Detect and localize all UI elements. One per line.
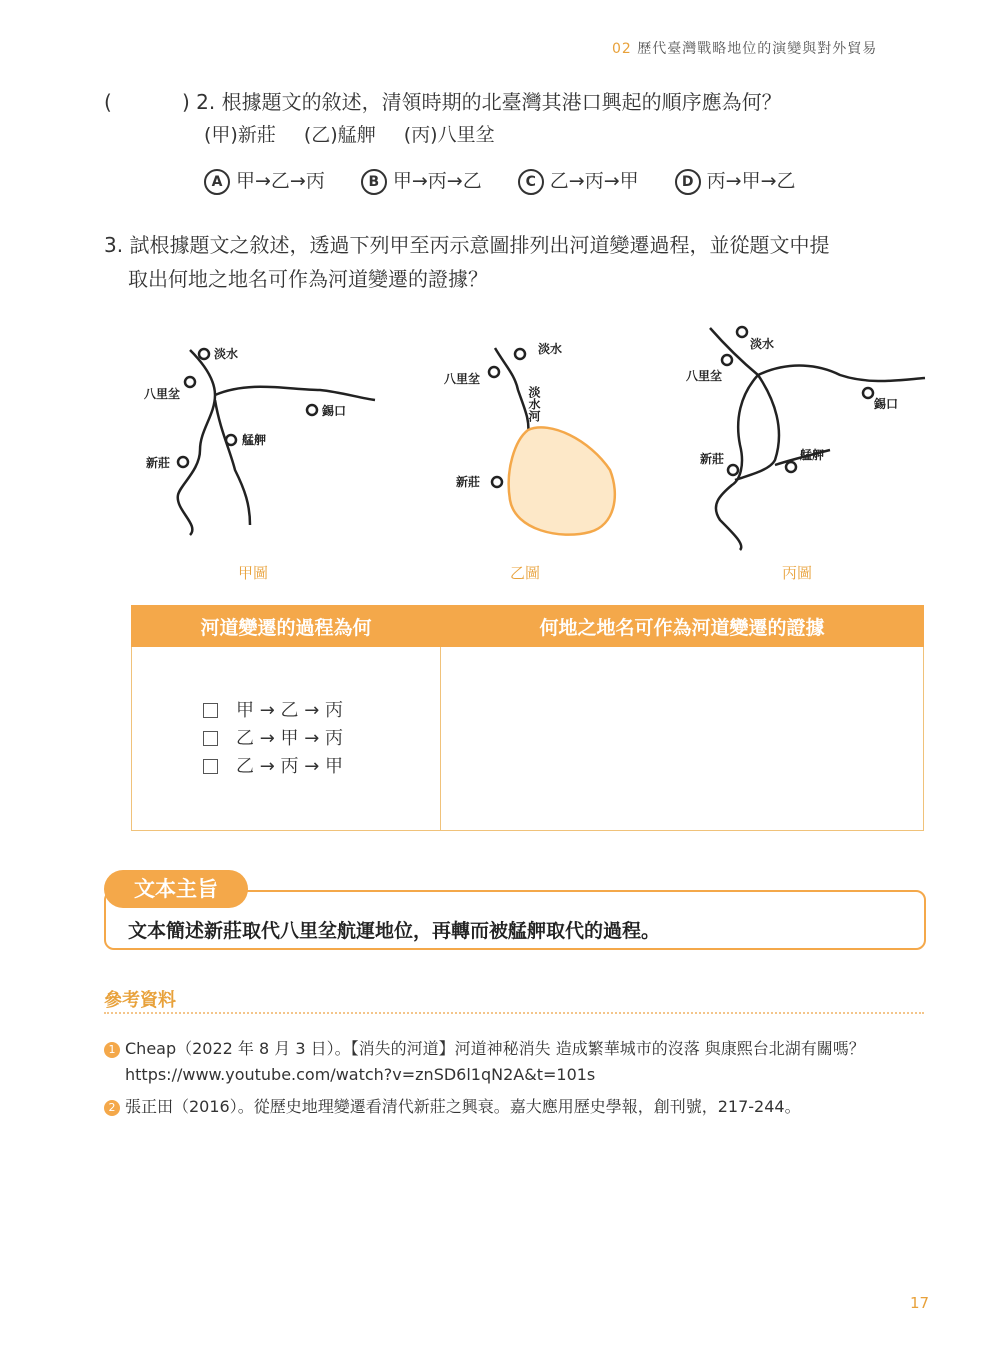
- references-divider: [104, 1012, 924, 1015]
- running-header: [612, 38, 877, 58]
- reference-2-text: 張正田（2016）。從歷史地理變遷看清代新莊之興衰。嘉大應用歷史學報，創刊號，217-244。: [125, 1097, 801, 1116]
- checkbox-1[interactable]: [203, 703, 218, 718]
- question-3-line2: 取出何地之地名可作為河道變遷的證據？: [128, 267, 488, 291]
- evidence-answer-cell[interactable]: [441, 647, 924, 831]
- question-2-text: 2. 根據題文的敘述，清領時期的北臺灣其港口興起的順序應為何？: [196, 90, 782, 114]
- marker-xinzhuang-bing: [728, 465, 738, 475]
- reference-2-number: 2: [104, 1100, 120, 1116]
- option-b[interactable]: [361, 166, 482, 195]
- option-b-letter: B: [361, 169, 387, 195]
- choice-3[interactable]: [133, 753, 439, 781]
- marker-bangka-bing: [786, 462, 796, 472]
- label-tamsui-jia: 淡水: [214, 347, 239, 361]
- choice-3-label: 乙 → 丙 → 甲: [236, 755, 344, 777]
- question-2-options: [204, 166, 826, 195]
- col-evidence-header: 何地之地名可作為河道變遷的證據: [441, 606, 924, 647]
- marker-tamsui-bing: [737, 327, 747, 337]
- answer-table: [131, 605, 924, 831]
- theme-tag: 文本主旨: [104, 870, 248, 908]
- label-xikou-jia: 錫口: [322, 404, 347, 418]
- reference-1-number: 1: [104, 1042, 120, 1058]
- label-bangka-jia: 艋舺: [242, 433, 267, 447]
- label-tamsui-yi: 淡水: [538, 342, 563, 356]
- option-a-text: 甲→乙→丙: [236, 170, 325, 192]
- reference-1: [104, 1036, 934, 1088]
- question-3: [104, 228, 934, 296]
- answer-blank[interactable]: (: [104, 90, 112, 114]
- option-d-letter: D: [675, 169, 701, 195]
- label-xinzhuang-bing: 新莊: [700, 452, 725, 466]
- river-maps: [120, 320, 940, 590]
- option-d[interactable]: [675, 166, 796, 195]
- chapter-title: 歷代臺灣戰略地位的演變與對外貿易: [637, 41, 878, 57]
- theme-text: 文本簡述新莊取代八里坌航運地位，再轉而被艋舺取代的過程。: [128, 920, 661, 942]
- marker-balifen-yi: [489, 367, 499, 377]
- process-cell: [132, 647, 441, 831]
- marker-balifen-bing: [722, 355, 732, 365]
- label-balifen-yi: 八里坌: [444, 372, 481, 386]
- reference-1-url[interactable]: https://www.youtube.com/watch?v=znSD6l1qN2A&t=101s: [125, 1065, 596, 1084]
- option-c[interactable]: [518, 166, 639, 195]
- item-yi: (乙)艋舺: [303, 124, 376, 146]
- marker-tamsui-yi: [515, 349, 525, 359]
- caption-yi: 乙圖: [510, 564, 541, 582]
- option-d-text: 丙→甲→乙: [706, 170, 796, 192]
- option-c-letter: C: [518, 169, 544, 195]
- marker-xikou-jia: [307, 405, 317, 415]
- map-bing: [710, 327, 925, 550]
- map-jia: [178, 349, 375, 535]
- map-yi: [489, 348, 615, 535]
- page-number: 17: [910, 1294, 930, 1312]
- caption-jia: 甲圖: [238, 564, 269, 582]
- question-2-items: [204, 120, 517, 147]
- marker-xinzhuang-yi: [492, 477, 502, 487]
- col-process-header: 河道變遷的過程為何: [132, 606, 441, 647]
- marker-bangka-jia: [226, 435, 236, 445]
- item-bing: (丙)八里坌: [403, 124, 495, 146]
- label-bangka-bing: 艋舺: [800, 448, 825, 462]
- chapter-number: 02: [612, 41, 632, 57]
- marker-xinzhuang-jia: [178, 457, 188, 467]
- choice-1-label: 甲 → 乙 → 丙: [236, 699, 344, 721]
- option-b-text: 甲→丙→乙: [392, 170, 482, 192]
- references-title: 參考資料: [104, 990, 176, 1011]
- choice-2-label: 乙 → 甲 → 丙: [236, 727, 344, 749]
- choice-2[interactable]: [133, 725, 439, 753]
- marker-balifen-jia: [185, 377, 195, 387]
- label-xinzhuang-jia: 新莊: [146, 456, 171, 470]
- label-xikou-bing: 錫口: [874, 397, 899, 411]
- reference-2: [104, 1094, 934, 1120]
- item-jia: (甲)新莊: [204, 124, 276, 146]
- choice-1[interactable]: [133, 697, 439, 725]
- label-balifen-jia: 八里坌: [144, 387, 181, 401]
- reference-1-text: Cheap（2022 年 8 月 3 日）。【消失的河道】河道神秘消失 造成繁華城市的沒落 與康熙台北湖有關嗎？: [125, 1039, 865, 1058]
- label-balifen-bing: 八里坌: [686, 369, 723, 383]
- question-2: [104, 86, 782, 115]
- option-c-text: 乙→丙→甲: [549, 170, 639, 192]
- checkbox-2[interactable]: [203, 731, 218, 746]
- option-a[interactable]: [204, 166, 325, 195]
- option-a-letter: A: [204, 169, 230, 195]
- taipei-lake: [509, 427, 615, 534]
- label-tamsui-bing: 淡水: [750, 337, 775, 351]
- question-3-line1: 3. 試根據題文之敘述，透過下列甲至丙示意圖排列出河道變遷過程，並從題文中提: [104, 233, 830, 257]
- answer-blank-close: ): [182, 90, 190, 114]
- marker-xikou-bing: [863, 388, 873, 398]
- caption-bing: 丙圖: [782, 564, 813, 582]
- label-xinzhuang-yi: 新莊: [456, 475, 481, 489]
- checkbox-3[interactable]: [203, 759, 218, 774]
- marker-tamsui-jia: [199, 349, 209, 359]
- label-tamsui-river: 淡水河: [527, 386, 541, 422]
